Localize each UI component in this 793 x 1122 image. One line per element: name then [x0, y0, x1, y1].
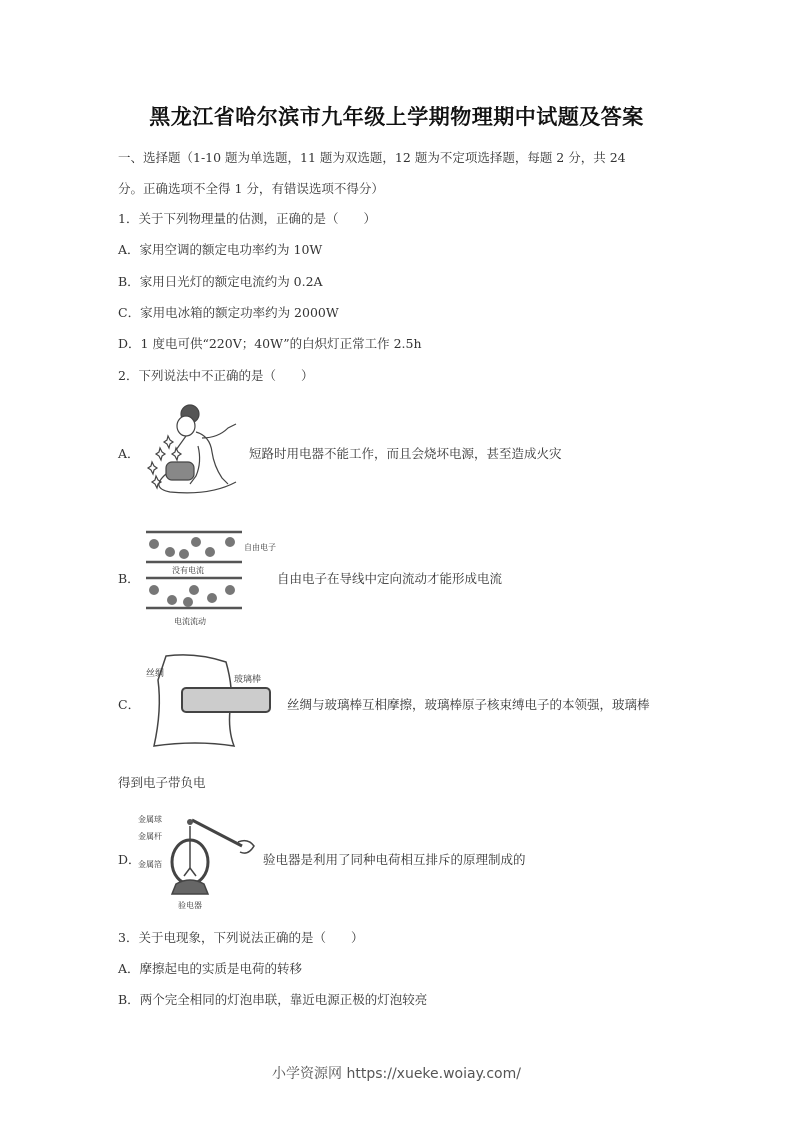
q2-option-d-label: D．: [118, 852, 141, 867]
option-label: A．: [118, 961, 140, 976]
q1-option-d: [118, 334, 422, 352]
free-electron-diagram-image: [144, 528, 284, 628]
label-free-electron: 自由电子: [244, 543, 276, 552]
q2-option-d-text: 验电器是利用了同种电荷相互排斥的原理制成的: [263, 852, 526, 867]
label-metal-ball: 金属球: [138, 815, 162, 824]
q2-option-a-text: 短路时用电器不能工作，而且会烧坏电源，甚至造成火灾: [249, 446, 562, 461]
silk-glass-rod-image: [146, 650, 276, 750]
option-text: 家用电冰箱的额定功率约为 2000W: [140, 305, 339, 320]
option-text: 摩擦起电的实质是电荷的转移: [139, 961, 303, 976]
label-metal-foil: 金属箔: [138, 860, 162, 869]
document-title: 黑龙江省哈尔滨市九年级上学期物理期中试题及答案: [149, 105, 644, 129]
label-silk: 丝绸: [146, 669, 165, 679]
question-1-stem: 1．关于下列物理量的估测，正确的是（ ）: [118, 211, 376, 226]
question-3-stem: 3．关于电现象，下列说法正确的是（ ）: [118, 930, 364, 945]
label-no-current: 没有电流: [172, 566, 204, 575]
section-heading-line1: 一、选择题（1-10 题为单选题，11 题为双选题，12 题为不定项选择题，每题 2 分，共 24: [118, 150, 626, 165]
option-label: B．: [118, 274, 140, 289]
q2-option-b-text: 自由电子在导线中定向流动才能形成电流: [277, 571, 503, 586]
option-label: C．: [118, 305, 141, 320]
question-2-stem: 2．下列说法中不正确的是（ ）: [118, 368, 314, 383]
option-text: 1 度电可供“220V；40W”的白炽灯正常工作 2.5h: [140, 336, 422, 351]
label-current-flow: 电流流动: [174, 617, 206, 626]
option-label: B．: [118, 992, 140, 1007]
section-heading-line2: 分。正确选项不全得 1 分，有错误选项不得分）: [118, 181, 384, 196]
q2-option-c-text: 丝绸与玻璃棒互相摩擦，玻璃棒原子核束缚电子的本领强，玻璃棒: [287, 697, 650, 712]
q3-option-a: [118, 959, 302, 977]
q2-option-a-label: A．: [118, 446, 140, 461]
option-text: 家用空调的额定电功率约为 10W: [139, 242, 323, 257]
label-electroscope: 验电器: [178, 901, 202, 910]
q3-option-b: [118, 990, 427, 1008]
q1-option-b: [118, 272, 323, 290]
option-text: 家用日光灯的额定电流约为 0.2A: [139, 274, 323, 289]
label-metal-rod: 金属杆: [138, 832, 162, 841]
option-label: A．: [118, 242, 140, 257]
q1-option-a: [118, 240, 322, 258]
q2-option-c-text-continued: 得到电子带负电: [118, 775, 206, 790]
q2-option-c-label: C．: [118, 697, 141, 712]
option-label: D．: [118, 336, 141, 351]
q2-option-b-label: B．: [118, 571, 140, 586]
short-circuit-cartoon-image: [140, 398, 248, 498]
footer-watermark: 小学资源网 https://xueke.woiay.com/: [272, 1066, 521, 1082]
option-text: 两个完全相同的灯泡串联，靠近电源正极的灯泡较亮: [139, 992, 428, 1007]
label-glass-rod: 玻璃棒: [234, 675, 262, 685]
q1-option-c: [118, 303, 339, 321]
electroscope-image: [138, 812, 268, 912]
